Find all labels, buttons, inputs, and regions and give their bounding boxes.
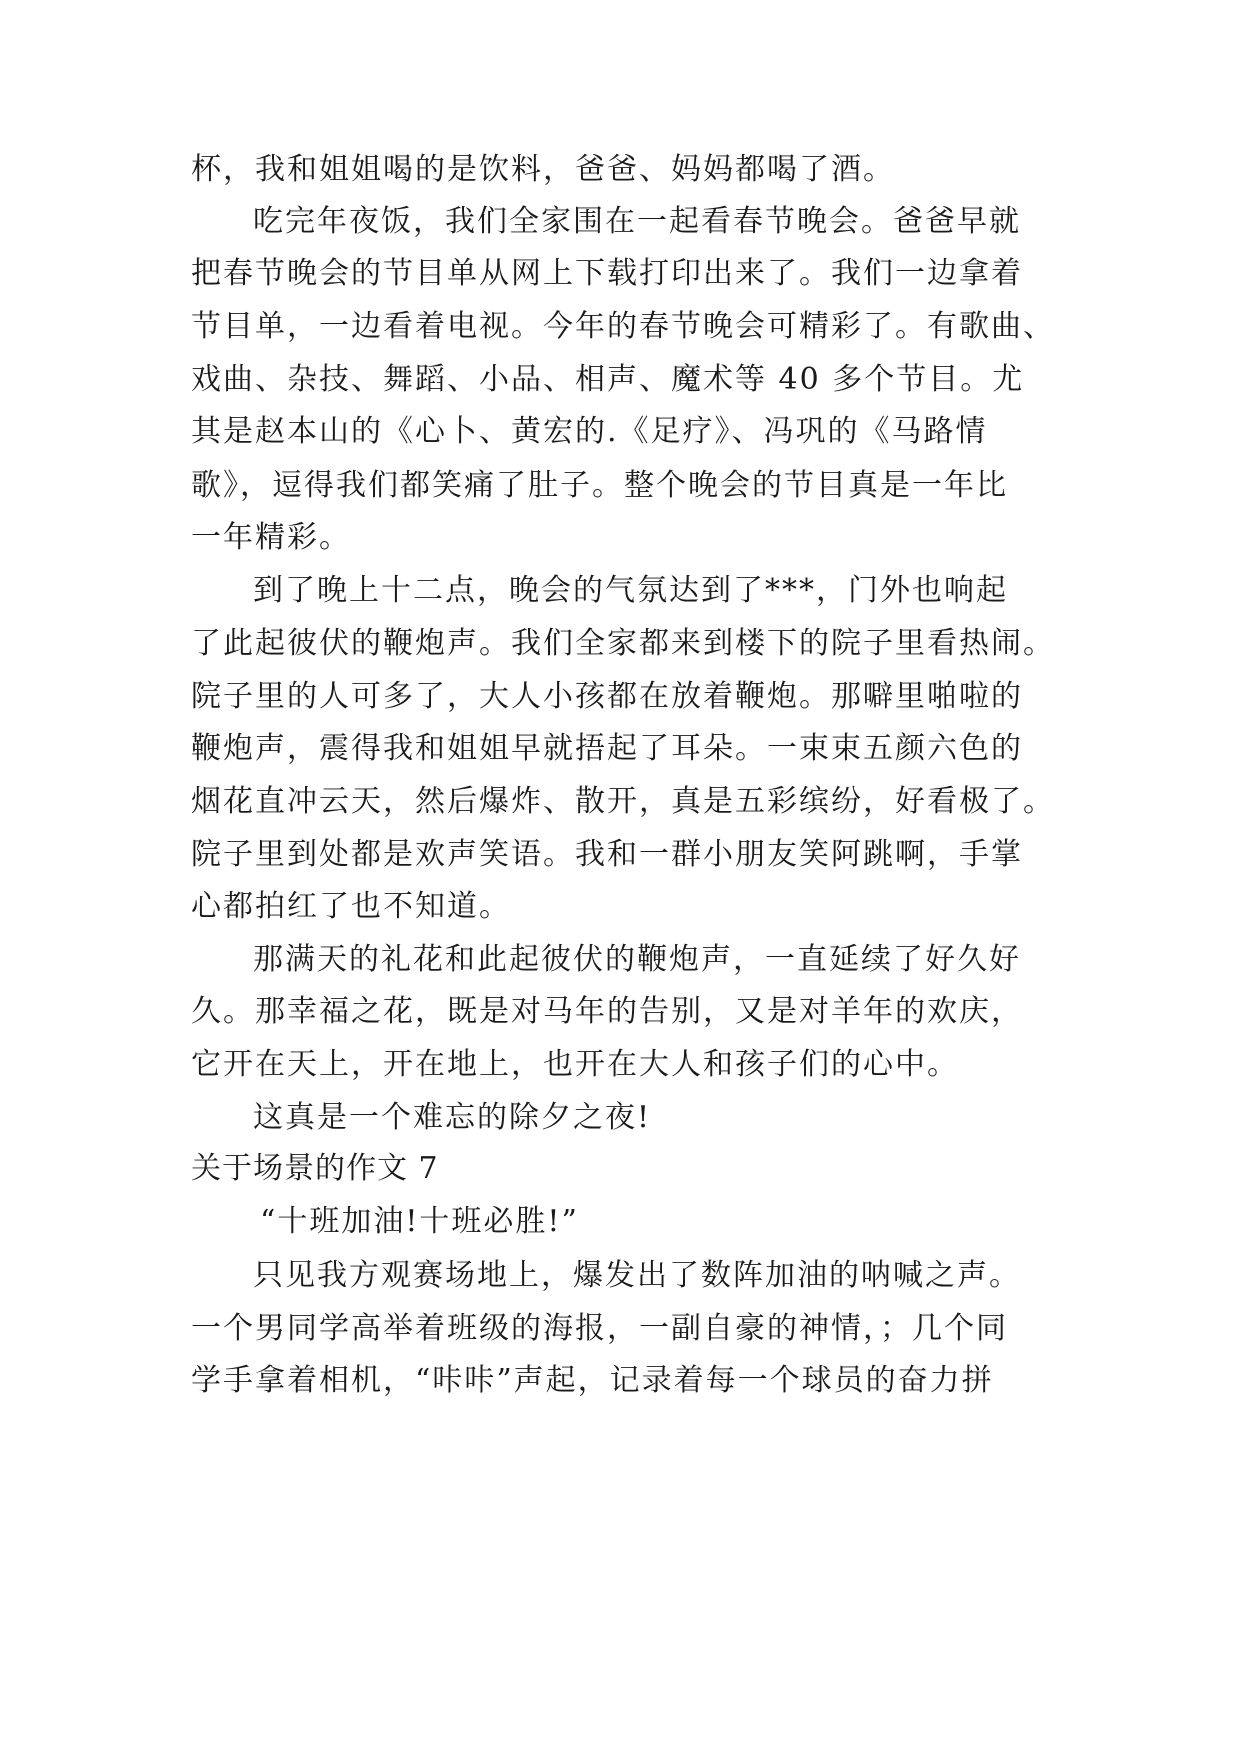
- text-line: 院子里的人可多了，大人小孩都在放着鞭炮。那噼里啪啦的: [191, 679, 1023, 714]
- text-line: 节目单，一边看着电视。今年的春节晚会可精彩了。有歌曲、: [191, 309, 1055, 344]
- text-line: 久。那幸福之花，既是对马年的告别，又是对羊年的欢庆，: [191, 994, 1023, 1029]
- text-line: 一个男同学高举着班级的海报，一副自豪的神情，；几个同: [191, 1311, 1008, 1346]
- paragraph-first-line: 这真是一个难忘的除夕之夜!: [253, 1100, 652, 1135]
- text-line: 把春节晚会的节目单从网上下载打印出来了。我们一边拿着: [191, 256, 1023, 291]
- quoted-cheer: “十班加油!十班必胜!”: [260, 1204, 579, 1239]
- text-line: 其是赵本山的《心卜、黄宏的.《足疗》、冯巩的《马路情: [191, 414, 988, 449]
- paragraph-first-line: 吃完年夜饭，我们全家围在一起看春节晚会。爸爸早就: [253, 204, 1021, 239]
- paragraph-first-line: 到了晚上十二点，晚会的气氛达到了***，门外也响起: [253, 573, 1008, 608]
- text-line: 戏曲、杂技、舞蹈、小品、相声、魔术等 40 多个节目。尤: [191, 362, 1025, 397]
- section-heading: 关于场景的作文 7: [191, 1151, 439, 1186]
- text-line: 歌》，逗得我们都笑痛了肚子。整个晚会的节目真是一年比: [191, 468, 1008, 503]
- text-line: 心都拍红了也不知道。: [191, 889, 511, 924]
- text-line: 学手拿着相机，“咔咔”声起，记录着每一个球员的奋力拼: [191, 1363, 994, 1398]
- text-line: 它开在天上，开在地上，也开在大人和孩子们的心中。: [191, 1047, 959, 1082]
- text-line: 鞭炮声，震得我和姐姐早就捂起了耳朵。一束束五颜六色的: [191, 731, 1023, 766]
- text-line: 了此起彼伏的鞭炮声。我们全家都来到楼下的院子里看热闹。: [191, 626, 1055, 661]
- paragraph-first-line: 那满天的礼花和此起彼伏的鞭炮声，一直延续了好久好: [253, 942, 1021, 977]
- paragraph-first-line: 只见我方观赛场地上，爆发出了数阵加油的呐喊之声。: [253, 1258, 1021, 1293]
- text-line: 一年精彩。: [191, 520, 351, 555]
- text-line: 院子里到处都是欢声笑语。我和一群小朋友笑阿跳啊，手掌: [191, 837, 1023, 872]
- text-line: 杯，我和姐姐喝的是饮料，爸爸、妈妈都喝了酒。: [191, 152, 895, 187]
- text-line: 烟花直冲云天，然后爆炸、散开，真是五彩缤纷，好看极了。: [191, 784, 1055, 819]
